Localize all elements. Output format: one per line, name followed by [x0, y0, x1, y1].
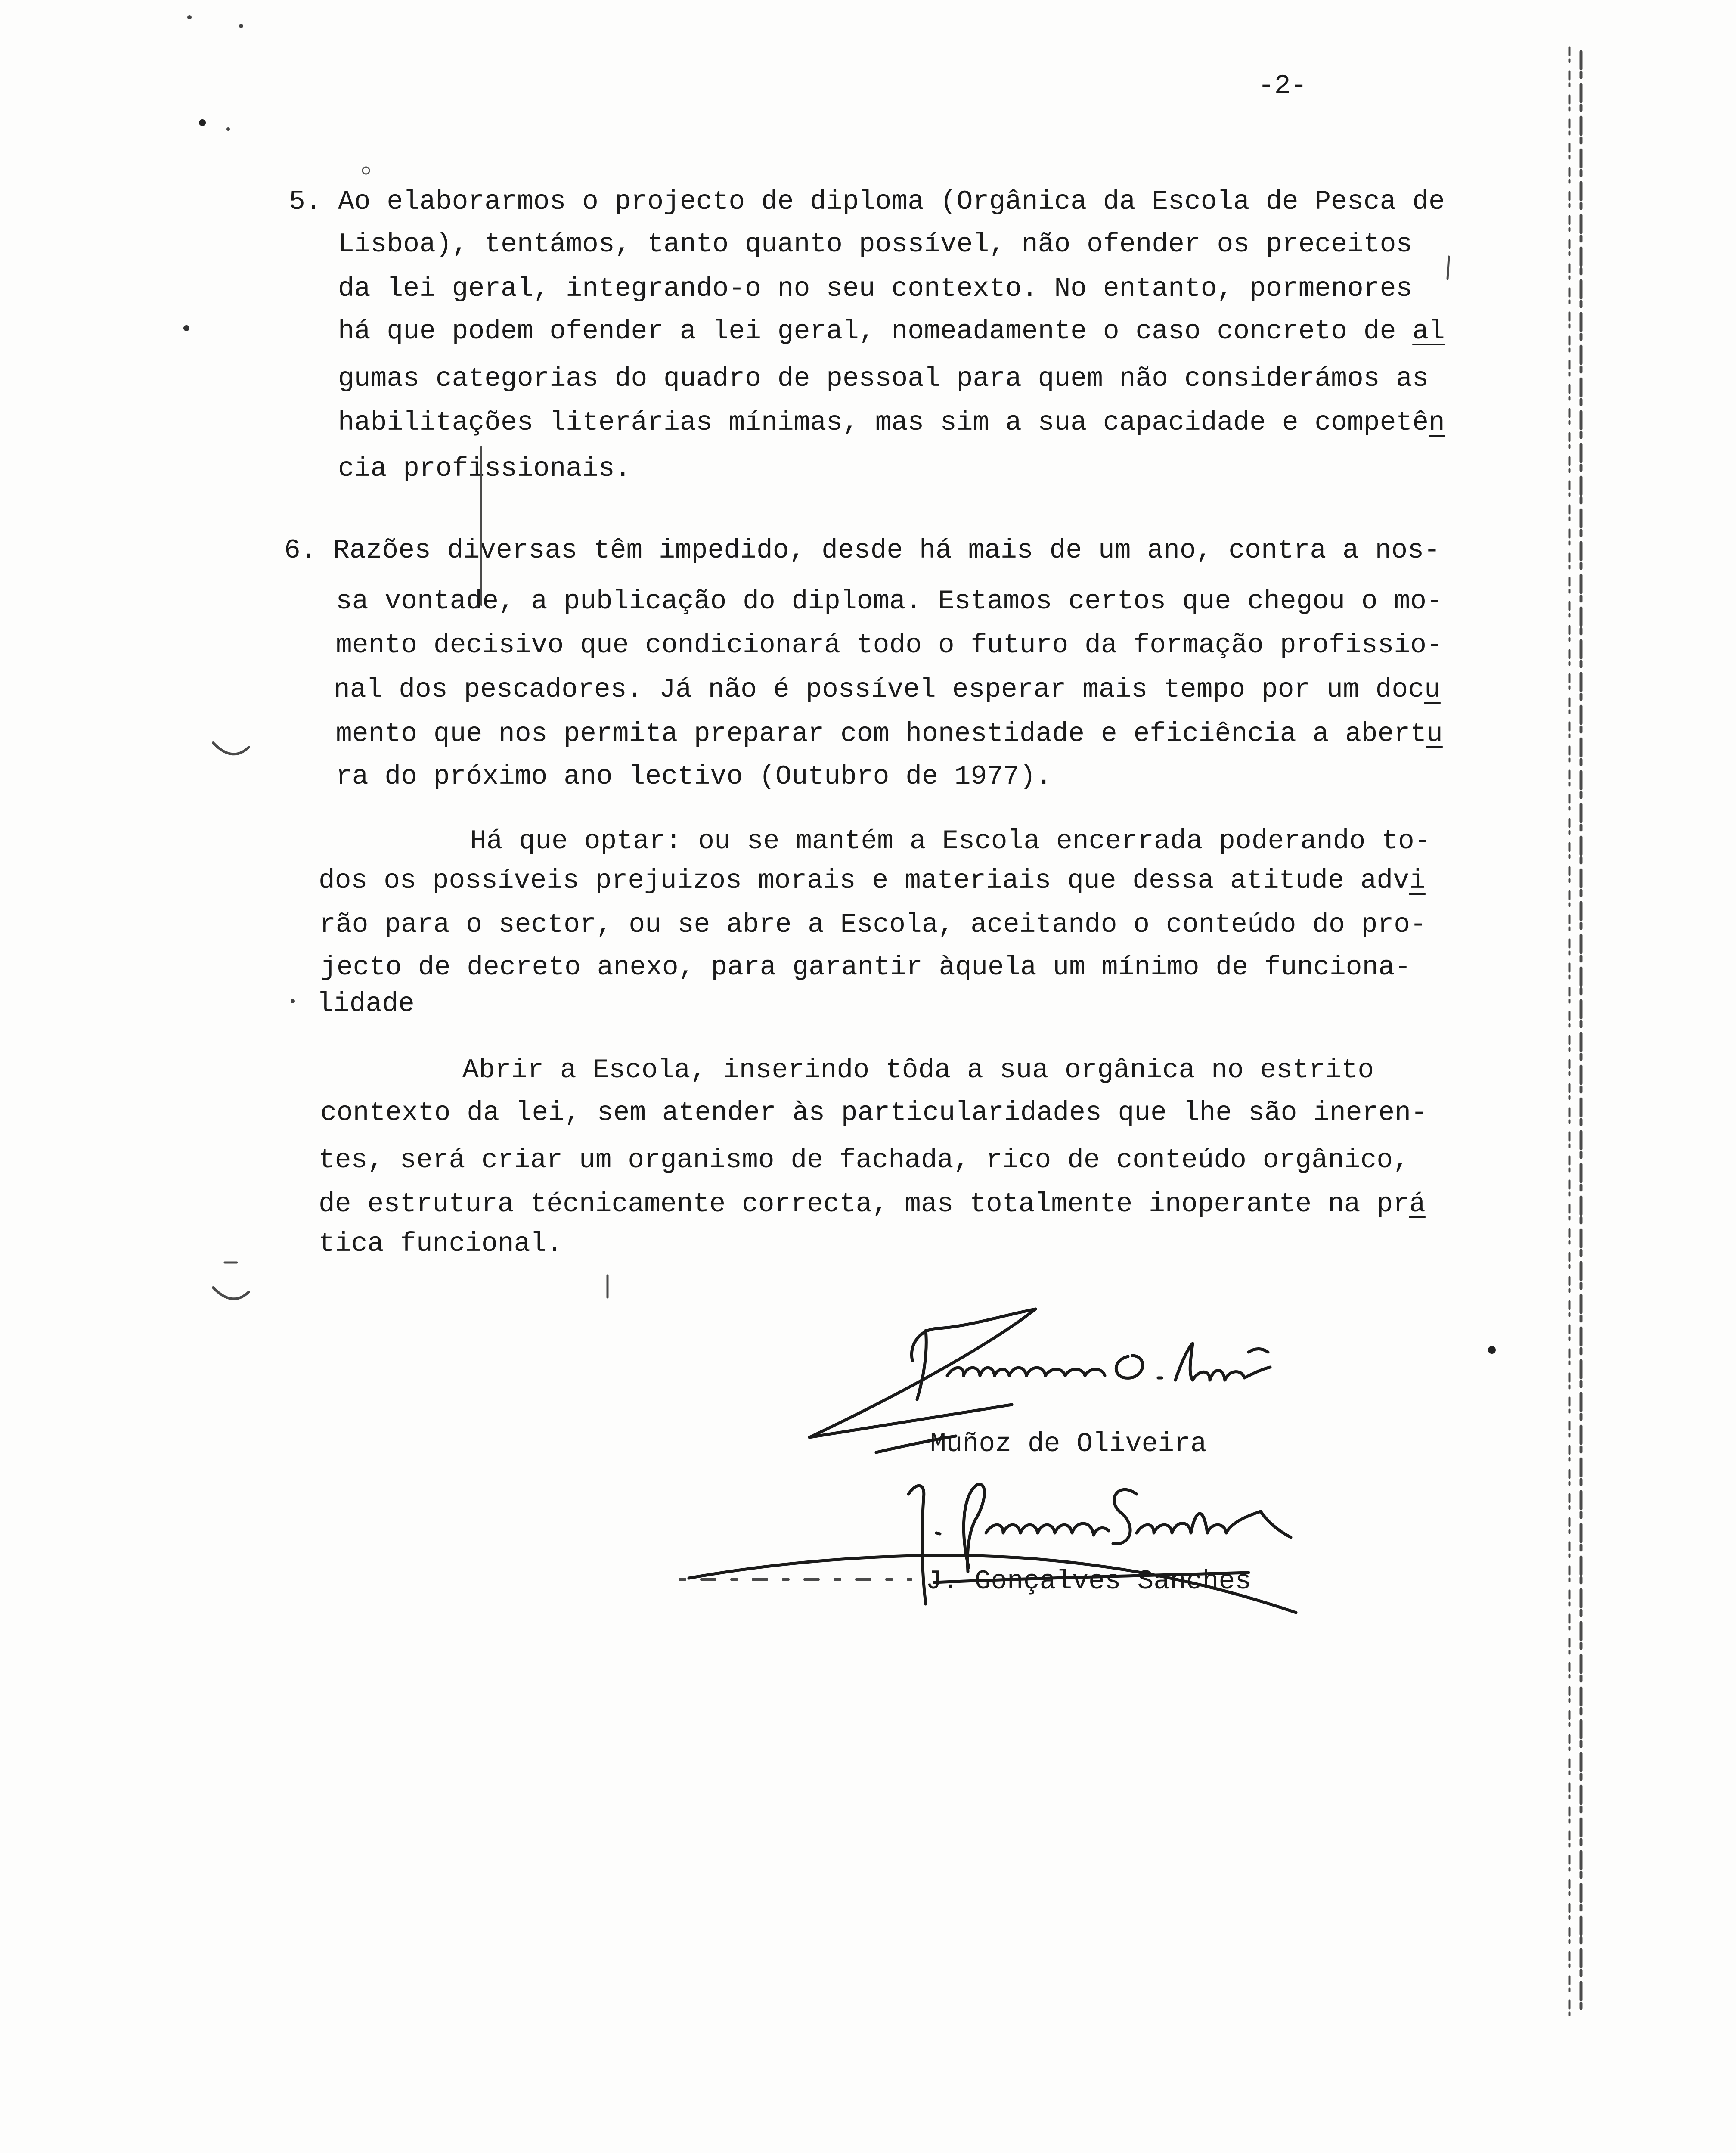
signature-stroke: [1249, 1349, 1268, 1353]
line-text: tes, será criar um organismo de fachada, rico de conteúdo orgânico,: [319, 1145, 1410, 1176]
line-text: mento que nos permita preparar com honestidade e eficiência a abert: [336, 719, 1427, 749]
page-number: -2-: [1258, 71, 1307, 101]
signature-stroke: [934, 1573, 1249, 1582]
line-text: contexto da lei, sem atender às particularidades que lhe são ineren-: [320, 1098, 1427, 1128]
scan-dot: [363, 167, 369, 174]
margin-mark: [213, 1287, 249, 1299]
scan-dot: [239, 24, 243, 28]
signature-stroke: [986, 1523, 1109, 1535]
scan-artifact-line: [1448, 257, 1449, 279]
line-text: há que podem ofender a lei geral, nomeadamente o caso concreto de: [338, 316, 1413, 347]
line-text: Há que optar: ou se mantém a Escola encerrada poderando to-: [470, 826, 1431, 856]
line-text: Ao elaborarmos o projecto de diploma (Orgânica da Escola de Pesca de: [338, 186, 1445, 217]
line-text: jecto de decreto anexo, para garantir àquela um mínimo de funciona-: [320, 952, 1411, 983]
line-text: gumas categorias do quadro de pessoal para quem não considerámos as: [338, 363, 1429, 394]
line-text: Abrir a Escola, inserindo tôda a sua orgânica no estrito: [462, 1055, 1374, 1086]
line-text: lidade: [317, 989, 415, 1019]
margin-mark: [213, 743, 249, 754]
signature-stroke: [876, 1436, 956, 1452]
underlined-text: al: [1412, 316, 1445, 347]
scan-dot: [226, 127, 230, 131]
line-text: sa vontade, a publicação do diploma. Estamos certos que chegou o mo-: [336, 586, 1443, 617]
line-text: de estrutura técnicamente correcta, mas totalmente inoperante na pr: [319, 1189, 1410, 1219]
signatory-name: J. Gonçalves Sanches: [926, 1566, 1252, 1597]
underlined-text: u: [1426, 719, 1443, 749]
underlined-text: u: [1424, 674, 1441, 705]
signatory-name: Muñoz de Oliveira: [930, 1429, 1207, 1459]
line-text: ra do próximo ano lectivo (Outubro de 1977).: [336, 761, 1052, 792]
line-text: nal dos pescadores. Já não é possível esperar mais tempo por um doc: [334, 674, 1425, 705]
signature-stroke: [1116, 1356, 1143, 1378]
paragraph-number: 5.: [289, 186, 322, 217]
line-text: da lei geral, integrando-o no seu contexto. No entanto, pormenores: [338, 273, 1413, 304]
underlined-text: n: [1429, 407, 1445, 438]
signature-stroke: [936, 1533, 940, 1534]
scan-dot: [187, 15, 192, 19]
signature-stroke: [689, 1555, 1296, 1613]
scan-dot: [199, 119, 206, 126]
underlined-text: i: [1409, 866, 1426, 896]
signature-stroke: [809, 1405, 1012, 1437]
line-text: cia profissionais.: [338, 453, 631, 484]
line-text: habilitações literárias mínimas, mas sim a sua capacidade e competê: [338, 407, 1429, 438]
paragraph-number: 6.: [284, 535, 317, 566]
scan-dot: [291, 999, 295, 1003]
signature-stroke: [964, 1484, 984, 1572]
line-text: Lisboa), tentámos, tanto quanto possível, não ofender os preceitos: [338, 229, 1413, 260]
signature-stroke: [1137, 1511, 1291, 1537]
line-text: rão para o sector, ou se abre a Escola, aceitando o conteúdo do pro-: [319, 909, 1426, 940]
scan-dot: [1488, 1346, 1496, 1354]
signature-stroke: [917, 1331, 926, 1399]
signature-1: [809, 1309, 1270, 1452]
signature-stroke: [908, 1486, 926, 1604]
line-text: tica funcional.: [319, 1229, 563, 1259]
scan-dot: [183, 325, 189, 331]
signature-stroke: [1113, 1489, 1137, 1544]
signature-stroke: [947, 1368, 1105, 1376]
signature-stroke: [911, 1309, 1035, 1361]
signature-2: [689, 1484, 1296, 1613]
underlined-text: á: [1409, 1189, 1426, 1219]
line-text: dos os possíveis prejuizos morais e materiais que dessa atitude adv: [319, 866, 1410, 896]
line-text: Razões diversas têm impedido, desde há mais de um ano, contra a nos-: [333, 535, 1440, 566]
line-text: mento decisivo que condicionará todo o futuro da formação profissio-: [336, 630, 1443, 661]
